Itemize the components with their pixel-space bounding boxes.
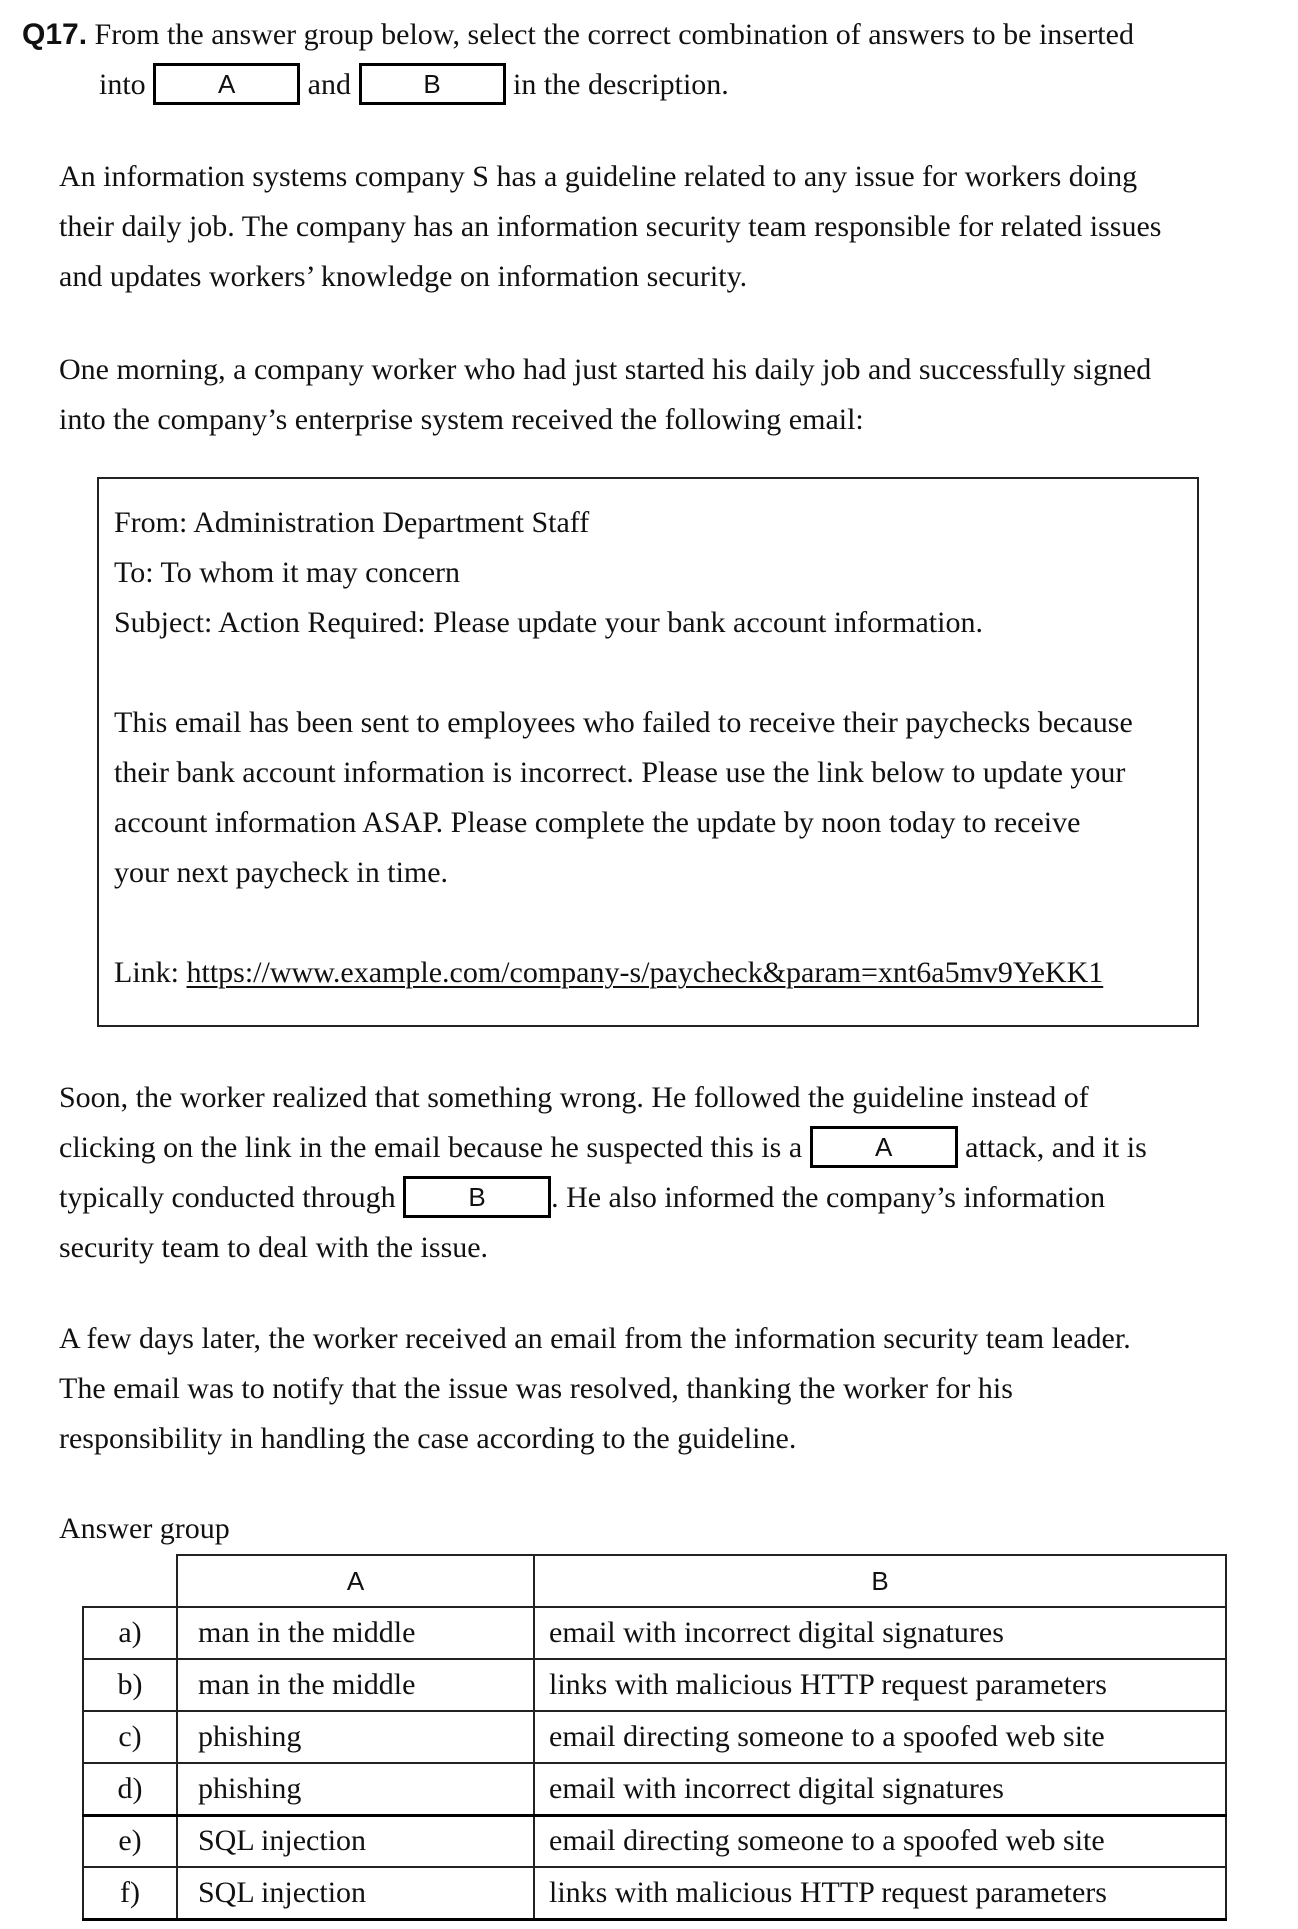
intro-line: their daily job. The company has an information security team responsible for related issues: [59, 210, 1162, 243]
morning-paragraph: [59, 345, 1151, 445]
blank-a-inline: A: [810, 1126, 958, 1168]
header-b: B: [534, 1555, 1226, 1607]
email-link-line: [114, 948, 1103, 998]
answer-a: SQL injection: [177, 1867, 534, 1919]
answer-label: b): [83, 1659, 177, 1711]
email-link[interactable]: https://www.example.com/company-s/paycheck&param=xnt6a5mv9YeKK1: [186, 956, 1104, 989]
header-empty: [83, 1555, 177, 1607]
answer-label: e): [83, 1815, 177, 1867]
soon-line: [59, 1123, 1147, 1173]
soon-line3-suffix: . He also informed the company’s information: [551, 1181, 1106, 1214]
email-from: From: Administration Department Staff: [114, 506, 590, 539]
stem-into: into: [99, 68, 146, 101]
later-paragraph: [59, 1314, 1131, 1464]
answer-b: links with malicious HTTP request parameters: [534, 1659, 1226, 1711]
email-subject: Subject: Action Required: Please update your bank account information.: [114, 606, 983, 639]
answer-group-title: Answer group: [59, 1512, 230, 1545]
intro-paragraph: [59, 152, 1161, 302]
soon-line: security team to deal with the issue.: [59, 1231, 489, 1264]
blank-b-inline: B: [403, 1176, 551, 1218]
answer-a: SQL injection: [177, 1815, 534, 1867]
soon-line2-prefix: clicking on the link in the email because he suspected this is a: [59, 1131, 803, 1164]
answer-a: man in the middle: [177, 1659, 534, 1711]
question-stem-text: From the answer group below, select the correct combination of answers to be inserted: [94, 18, 1134, 51]
morning-line: One morning, a company worker who had just started his daily job and successfully signed: [59, 353, 1152, 386]
question-stem-line1: [22, 10, 1134, 60]
answer-a: man in the middle: [177, 1607, 534, 1659]
stem-suffix: in the description.: [513, 68, 729, 101]
soon-line3-prefix: typically conducted through: [59, 1181, 396, 1214]
email-link-label: Link:: [114, 956, 179, 989]
blank-b-box: B: [359, 63, 506, 105]
answer-b: email directing someone to a spoofed web site: [534, 1815, 1226, 1867]
answer-row[interactable]: [83, 1607, 1226, 1659]
later-line: The email was to notify that the issue was resolved, thanking the worker for his: [59, 1372, 1013, 1405]
soon-line2-suffix: attack, and it is: [965, 1131, 1147, 1164]
email-body-line: This email has been sent to employees who failed to receive their paychecks because: [114, 706, 1133, 739]
later-line: A few days later, the worker received an email from the information security team leader.: [59, 1322, 1131, 1355]
answer-table-header: [83, 1555, 1226, 1607]
answer-row[interactable]: [83, 1711, 1226, 1763]
answer-a: phishing: [177, 1711, 534, 1763]
intro-line: An information systems company S has a guideline related to any issue for workers doing: [59, 160, 1138, 193]
answer-table: [82, 1554, 1227, 1921]
answer-label: a): [83, 1607, 177, 1659]
answer-b: links with malicious HTTP request parameters: [534, 1867, 1226, 1919]
stem-and: and: [307, 68, 351, 101]
blank-a-box: A: [153, 63, 300, 105]
answer-row[interactable]: [83, 1815, 1226, 1867]
email-body-line: your next paycheck in time.: [114, 856, 449, 889]
answer-row[interactable]: [83, 1763, 1226, 1815]
answer-a: phishing: [177, 1763, 534, 1815]
email-body-line: account information ASAP. Please complete the update by noon today to receive: [114, 806, 1081, 839]
morning-line: into the company’s enterprise system received the following email:: [59, 403, 864, 436]
soon-line: [59, 1173, 1147, 1223]
answer-label: f): [83, 1867, 177, 1919]
intro-line: and updates workers’ knowledge on information security.: [59, 260, 748, 293]
answer-b: email directing someone to a spoofed web site: [534, 1711, 1226, 1763]
answer-row[interactable]: [83, 1867, 1226, 1919]
soon-line: Soon, the worker realized that something wrong. He followed the guideline instead of: [59, 1081, 1089, 1114]
email-to: To: To whom it may concern: [114, 556, 461, 589]
answer-b: email with incorrect digital signatures: [534, 1607, 1226, 1659]
header-a: A: [177, 1555, 534, 1607]
answer-b: email with incorrect digital signatures: [534, 1763, 1226, 1815]
answer-label: c): [83, 1711, 177, 1763]
question-number: Q17.: [22, 18, 88, 51]
answer-row[interactable]: [83, 1659, 1226, 1711]
question-stem-line2: [99, 60, 729, 110]
answer-label: d): [83, 1763, 177, 1815]
soon-paragraph: [59, 1073, 1147, 1273]
email-body-line: their bank account information is incorrect. Please use the link below to update your: [114, 756, 1126, 789]
later-line: responsibility in handling the case according to the guideline.: [59, 1422, 797, 1455]
